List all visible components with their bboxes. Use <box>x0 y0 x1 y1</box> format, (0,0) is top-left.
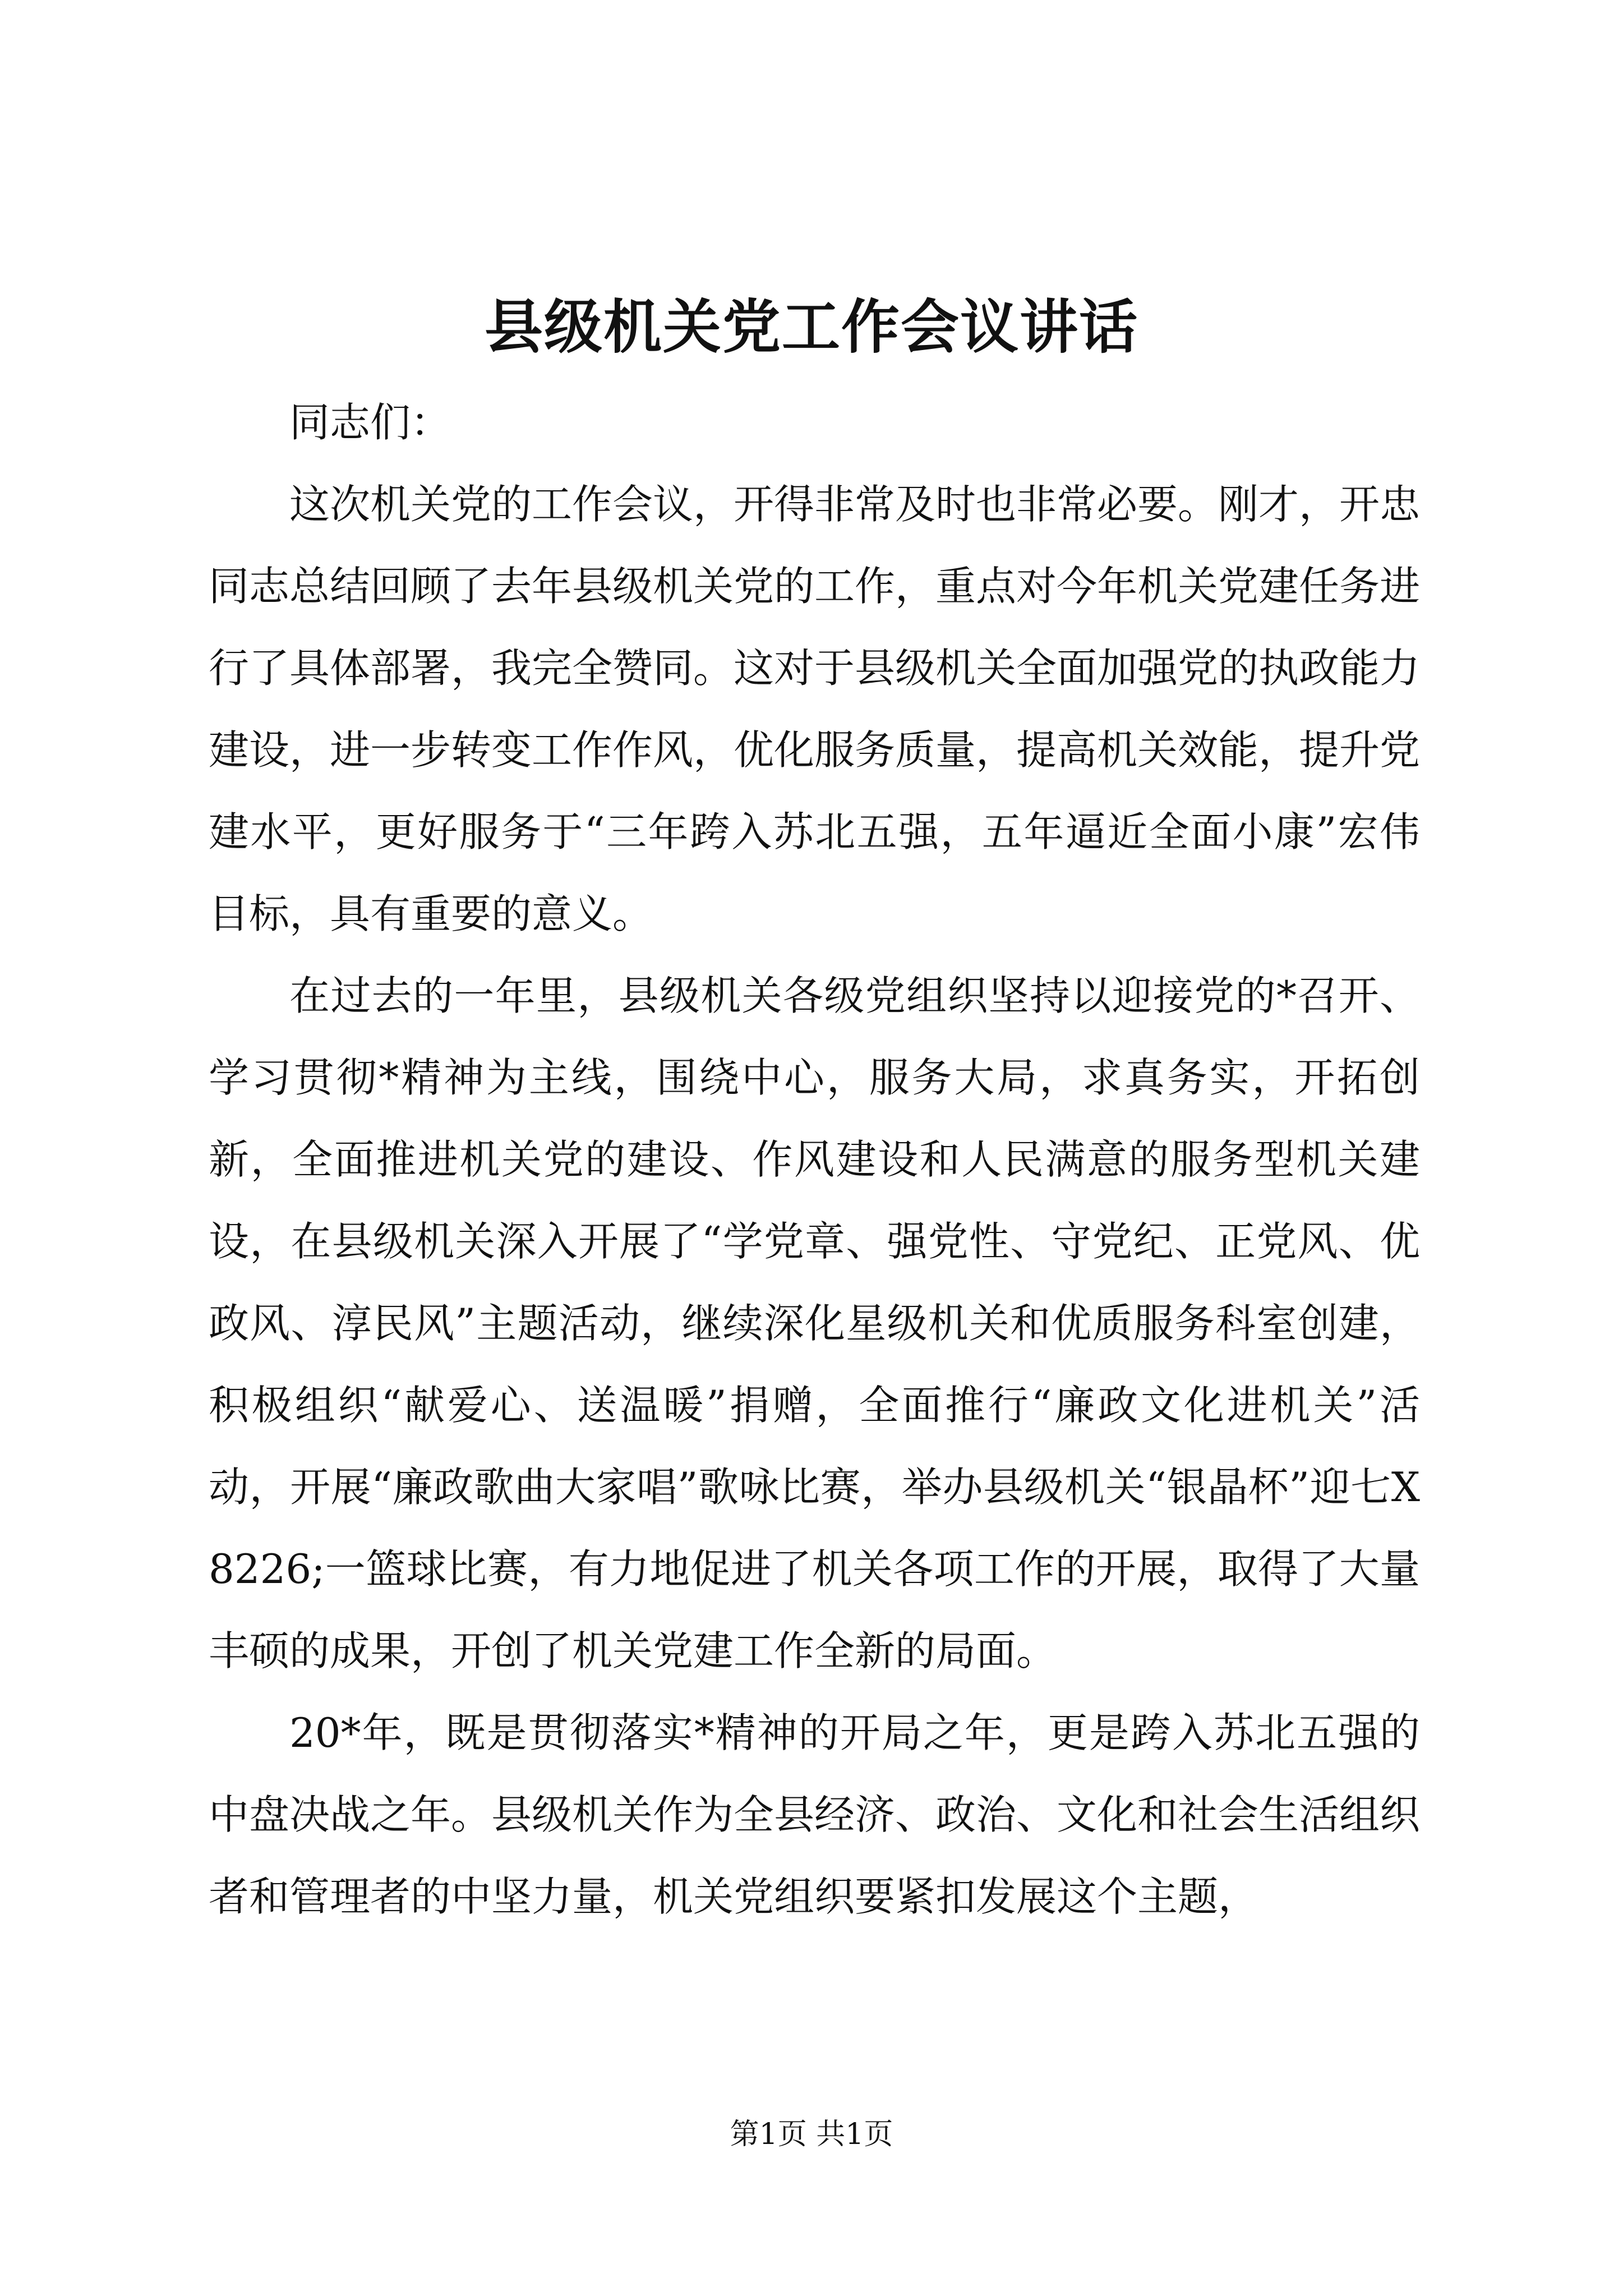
document-body <box>209 381 1420 1938</box>
paragraph: 在过去的一年里，县级机关各级党组织坚持以迎接党的*召开、学习贯彻*精神为主线，围绕中心，服务大局，求真务实，开拓创新，全面推进机关党的建设、作风建设和人民满意的服务型机关建设，在县级机关深入开展了“学党章、强党性、守党纪、正党风、优政风、淳民风”主题活动，继续深化星级机关和优质服务科室创建，积极组织“献爱心、送温暖”捐赠，全面推行“廉政文化进机关”活动，开展“廉政歌曲大家唱”歌咏比赛，举办县级机关“银晶杯”迎七X8226;一篮球比赛，有力地促进了机关各项工作的开展，取得了大量丰硕的成果，开创了机关党建工作全新的局面。 <box>209 972 1420 1674</box>
paragraph: 20*年，既是贯彻落实*精神的开局之年，更是跨入苏北五强的中盘决战之年。县级机关作为全县经济、政治、文化和社会生活组织者和管理者的中坚力量，机关党组织要紧扣发展这个主题， <box>209 1709 1421 1920</box>
greeting-line: 同志们： <box>289 399 451 446</box>
paragraph: 这次机关党的工作会议，开得非常及时也非常必要。刚才，开忠同志总结回顾了去年县级机关党的工作，重点对今年机关党建任务进行了具体部署，我完全赞同。这对于县级机关全面加强党的执政能力建设，进一步转变工作作风，优化服务质量，提高机关效能，提升党建水平，更好服务于“三年跨入苏北五强，五年逼近全面小康”宏伟目标，具有重要的意义。 <box>209 481 1421 937</box>
page-footer: 第1页 共1页 <box>730 2118 893 2151</box>
document-title: 县级机关党工作会议讲话 <box>484 292 1138 361</box>
